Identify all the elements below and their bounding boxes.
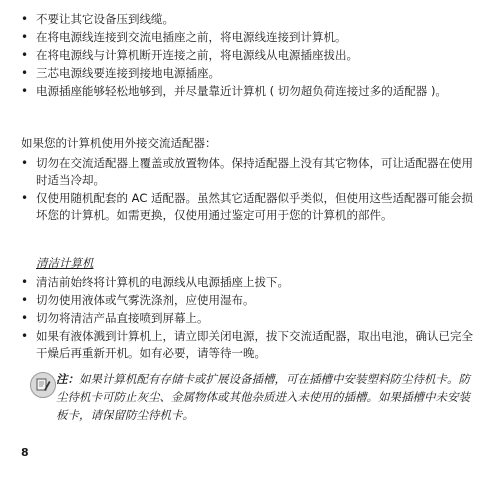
bullet-icon: • (21, 293, 29, 307)
list-item: • 如果有液体溅到计算机上，请立即关闭电源，拔下交流适配器，取出电池，确认已完全干燥后再重新开机。如有必要，请等待一晚。 (21, 329, 473, 360)
bullet-icon: • (21, 66, 29, 80)
list-item: • 切勿将清洁产品直接喷到屏幕上。 (21, 311, 209, 325)
ac-adapter-list (0, 155, 496, 225)
adapter-intro-text: 如果您的计算机使用外接交流适配器： (21, 136, 217, 150)
bullet-icon: • (21, 275, 29, 289)
list-item: • 清洁前始终将计算机的电源线从电源插座上拔下。 (21, 275, 289, 289)
bullet-icon: • (21, 12, 29, 26)
cleaning-list (0, 274, 496, 363)
section-heading: 清洁计算机 (36, 256, 94, 270)
bullet-icon: • (21, 329, 29, 343)
list-item: • 不要让其它设备压到线缆。 (21, 12, 174, 26)
list-item: • 切勿使用液体或气雾洗涤剂，应使用湿布。 (21, 293, 255, 307)
note-text (56, 370, 478, 424)
page-number: 8 (21, 446, 29, 459)
bullet-icon: • (21, 30, 29, 44)
list-item: • 切勿在交流适配器上覆盖或放置物体。保持适配器上没有其它物体，可让适配器在使用时适当冷却。 (21, 156, 473, 187)
note-label: 注： (56, 372, 79, 386)
list-item: • 仅使用随机配套的 AC 适配器。虽然其它适配器似乎类似，但使用这些适配器可能会损坏您的计算机。如需更换，仅使用通过鉴定可用于您的计算机的部件。 (21, 191, 474, 222)
bullet-icon: • (21, 84, 29, 98)
list-item: • 在将电源线与计算机断开连接之前，将电源线从电源插座拔出。 (21, 48, 358, 62)
power-cord-safety-list (0, 11, 496, 101)
list-item: • 三芯电源线要连接到接地电源插座。 (21, 66, 220, 80)
bullet-icon: • (21, 48, 29, 62)
note-pen-icon (30, 372, 56, 398)
bullet-icon: • (21, 191, 29, 205)
bullet-icon: • (21, 311, 29, 325)
list-item: • 电源插座能够轻松地够到，并尽量靠近计算机 ( 切勿超负荷连接过多的适配器 )。 (21, 84, 447, 98)
bullet-icon: • (21, 156, 29, 170)
list-item: • 在将电源线连接到交流电插座之前，将电源线连接到计算机。 (21, 30, 347, 44)
note-body: 如果计算机配有存储卡或扩展设备插槽，可在插槽中安装塑料防尘待机卡。防尘待机卡可防止灰尘、金属物体或其他杂质进入未使用的插槽。如果插槽中未安装板卡，请保留防尘待机卡。 (56, 372, 470, 422)
